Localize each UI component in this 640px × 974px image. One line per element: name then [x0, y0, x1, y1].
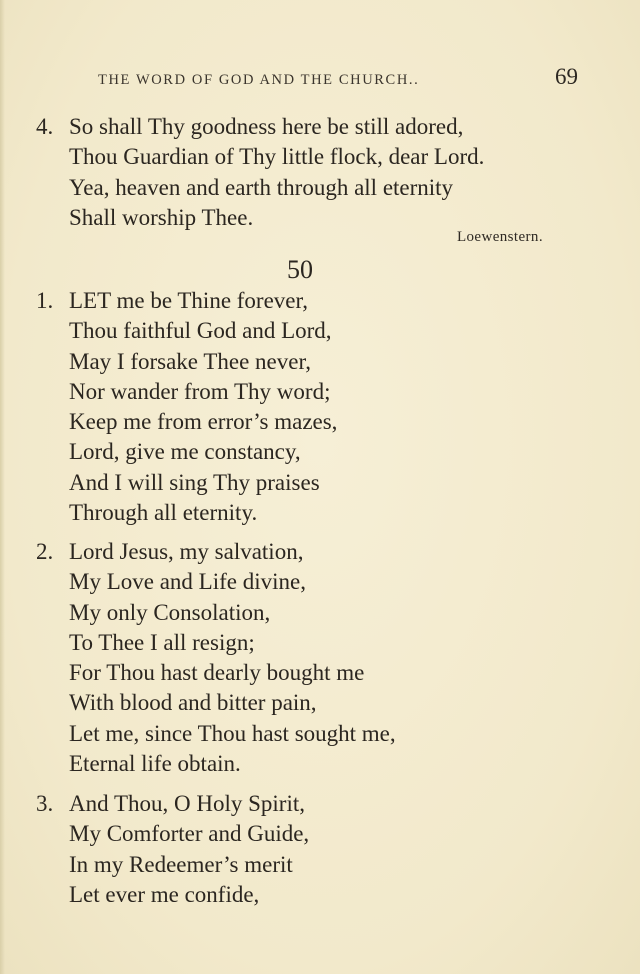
stanza-line: Through all eternity. [69, 500, 258, 526]
hymn-stanza-2 [0, 537, 640, 779]
stanza-line: Eternal life obtain. [69, 751, 241, 777]
stanza-line: My only Consolation, [69, 599, 271, 625]
stanza-number: 3. [36, 791, 54, 816]
hymn-number: 50 [287, 255, 313, 284]
stanza-line: Nor wander from Thy word; [69, 378, 331, 404]
running-head: THE WORD OF GOD AND THE CHURCH.. [98, 72, 420, 88]
stanza-line: My Comforter and Guide, [69, 821, 310, 847]
stanza-line: Let me, since Thou hast sought me, [69, 720, 396, 746]
stanza-number: 2. [36, 539, 54, 564]
stanza-line: And Thou, O Holy Spirit, [69, 791, 305, 816]
stanza-line: In my Redeemer’s merit [69, 851, 293, 877]
previous-hymn-stanza-4 [0, 112, 640, 233]
page-number: 69 [555, 64, 578, 89]
stanza-line: For Thou hast dearly bought me [69, 660, 365, 686]
stanza-line: May I forsake Thee never, [69, 348, 311, 374]
stanza-line: And I will sing Thy praises [69, 469, 320, 495]
stanza-line: With blood and bitter pain, [69, 690, 317, 716]
stanza-line: Lord Jesus, my salvation, [69, 539, 304, 564]
author-attribution: Loewenstern. [456, 229, 543, 245]
hymn-stanza-1 [0, 286, 640, 528]
stanza-line: Keep me from error’s mazes, [69, 409, 338, 435]
hymn-stanza-3 [0, 789, 640, 910]
stanza-line: Let ever me confide, [69, 881, 260, 907]
stanza-line: My Love and Life divine, [69, 569, 306, 595]
stanza-line: Thou faithful God and Lord, [69, 318, 332, 344]
stanza-line: LET me be Thine forever, [69, 288, 308, 313]
stanza-line: Shall worship Thee. [69, 204, 254, 230]
stanza-line: To Thee I all resign; [69, 629, 255, 655]
stanza-number: 1. [36, 288, 54, 313]
stanza-line: So shall Thy goodness here be still adored, [69, 114, 464, 139]
stanza-number: 4. [36, 114, 54, 139]
stanza-line: Yea, heaven and earth through all eternity [69, 174, 454, 200]
stanza-line: Lord, give me constancy, [69, 439, 301, 465]
stanza-line: Thou Guardian of Thy little flock, dear Lord. [69, 144, 485, 170]
